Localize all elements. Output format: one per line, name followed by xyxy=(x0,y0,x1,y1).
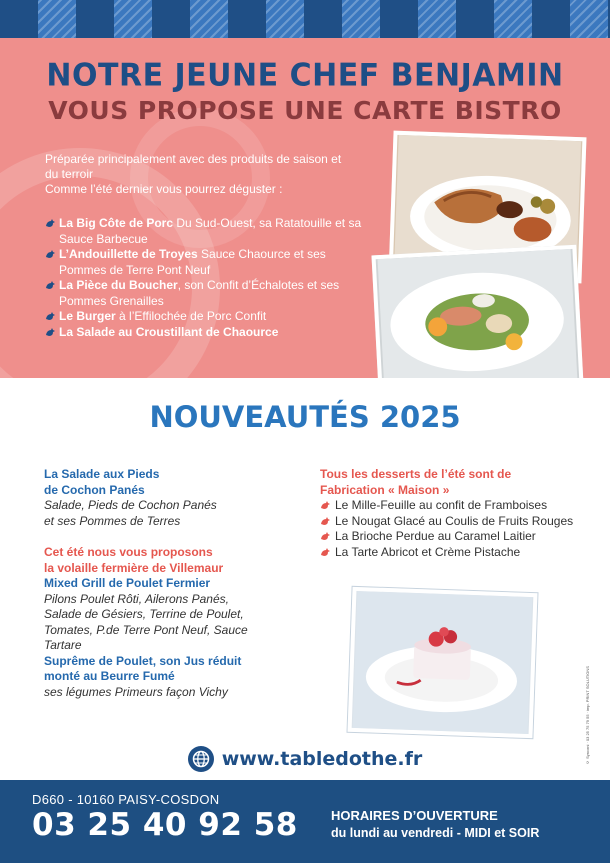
dish-description: ses légumes Primeurs façon Vichy xyxy=(44,684,228,699)
rooster-icon xyxy=(45,312,55,321)
section-intro: la volaille fermière de Villemaur xyxy=(44,560,224,575)
dish-name: Le Burger xyxy=(59,309,116,323)
desserts-title: Fabrication « Maison » xyxy=(320,482,450,497)
dish-title: monté au Beurre Fumé xyxy=(44,669,175,683)
phone-number[interactable]: 03 25 40 92 58 xyxy=(32,807,298,843)
bistro-dish-list xyxy=(45,216,365,340)
list-item xyxy=(45,278,365,309)
globe-icon xyxy=(188,746,214,772)
dish-description: Tomates, P.de Terre Pont Neuf, Sauce xyxy=(44,622,248,637)
opening-hours-title: HORAIRES D’OUVERTURE xyxy=(331,808,498,823)
rooster-icon xyxy=(320,501,330,510)
opening-hours-text: du lundi au vendredi - MIDI et SOIR xyxy=(331,826,540,840)
dish-title: Mixed Grill de Poulet Fermier xyxy=(44,576,211,590)
dessert-name: La Tarte Abricot et Crème Pistache xyxy=(335,544,521,559)
rooster-icon xyxy=(320,532,330,541)
news-right-column xyxy=(320,467,575,560)
spacer xyxy=(44,529,294,545)
dessert-name: La Brioche Perdue au Caramel Laitier xyxy=(335,529,536,543)
headline-chef: NOTRE JEUNE CHEF BENJAMIN xyxy=(46,57,564,94)
photo-dessert xyxy=(348,587,538,738)
dish-title: Suprême de Poulet, son Jus réduit xyxy=(44,653,242,668)
list-item xyxy=(45,216,365,247)
footer-bar xyxy=(0,780,610,863)
list-item xyxy=(320,498,575,514)
dish-name: La Pièce du Boucher xyxy=(59,278,178,292)
dish-description: Tartare xyxy=(44,638,82,652)
dish-description: Salade, Pieds de Cochon Panés xyxy=(44,498,217,512)
list-item xyxy=(45,309,365,325)
news-title: NOUVEAUTÉS 2025 xyxy=(149,400,461,434)
section-intro: Cet été nous vous proposons xyxy=(44,545,213,559)
list-item xyxy=(320,545,575,561)
list-item xyxy=(320,514,575,530)
intro-line: Comme l’été dernier vous pourrez déguster : xyxy=(45,182,283,196)
plate-illustration xyxy=(376,249,580,378)
dish-description: Sauce Chaource et ses Pommes de Terre Pont Neuf xyxy=(59,247,326,277)
headline-bistro: VOUS PROPOSE UNE CARTE BISTRO xyxy=(48,96,562,125)
news-left-column xyxy=(44,467,294,700)
dish-description: à l’Effilochée de Porc Confit xyxy=(115,309,267,323)
dessert-name: Le Mille-Feuille au confit de Framboises xyxy=(335,498,548,512)
list-item xyxy=(320,529,575,545)
dish-name: L’Andouillette de Troyes xyxy=(59,247,198,261)
desserts-title: Tous les desserts de l’été sont de xyxy=(320,467,512,481)
address-text: D660 - 10160 PAISY-COSDON xyxy=(32,792,220,807)
rooster-icon xyxy=(45,250,55,259)
dish-title: La Salade aux Pieds xyxy=(44,467,160,481)
dessert-list xyxy=(320,498,575,560)
top-stripe-border xyxy=(0,0,610,38)
rooster-icon xyxy=(320,548,330,557)
website-row xyxy=(0,741,610,777)
rooster-icon xyxy=(45,281,55,290)
dish-description: , son Confit d’Échalotes et ses Pommes Grenailles xyxy=(59,278,340,308)
dish-name: La Big Côte de Porc xyxy=(59,216,174,230)
dish-description: Du Sud-Ouest, sa Ratatouille et sa Sauce Barbecue xyxy=(59,216,362,246)
dish-description: et ses Pommes de Terres xyxy=(44,513,181,528)
photo-salad-dish xyxy=(371,245,583,378)
dish-description: Salade de Gésiers, Terrine de Poulet, xyxy=(44,607,244,621)
dish-name: La Salade au Croustillant de Chaource xyxy=(59,324,279,339)
plate-illustration xyxy=(352,591,534,734)
printer-credit: © Synconi · 03 25 75 79 55 · imp. PRINT SOLUTIONS xyxy=(585,666,590,765)
intro-text xyxy=(45,152,345,197)
dish-title: de Cochon Panés xyxy=(44,482,145,497)
hero-section xyxy=(0,38,610,378)
list-item xyxy=(45,247,365,278)
intro-line: Préparée principalement avec des produits de saison et du terroir xyxy=(45,152,342,181)
globe-glyph xyxy=(192,750,210,768)
rooster-icon xyxy=(45,219,55,228)
rooster-icon xyxy=(320,517,330,526)
dessert-name: Le Nougat Glacé au Coulis de Fruits Rouges xyxy=(335,513,574,528)
dish-description: Pilons Poulet Rôti, Ailerons Panés, xyxy=(44,591,229,606)
rooster-icon xyxy=(45,328,55,337)
website-link[interactable]: www.tabledothe.fr xyxy=(221,748,423,770)
list-item xyxy=(45,325,365,341)
